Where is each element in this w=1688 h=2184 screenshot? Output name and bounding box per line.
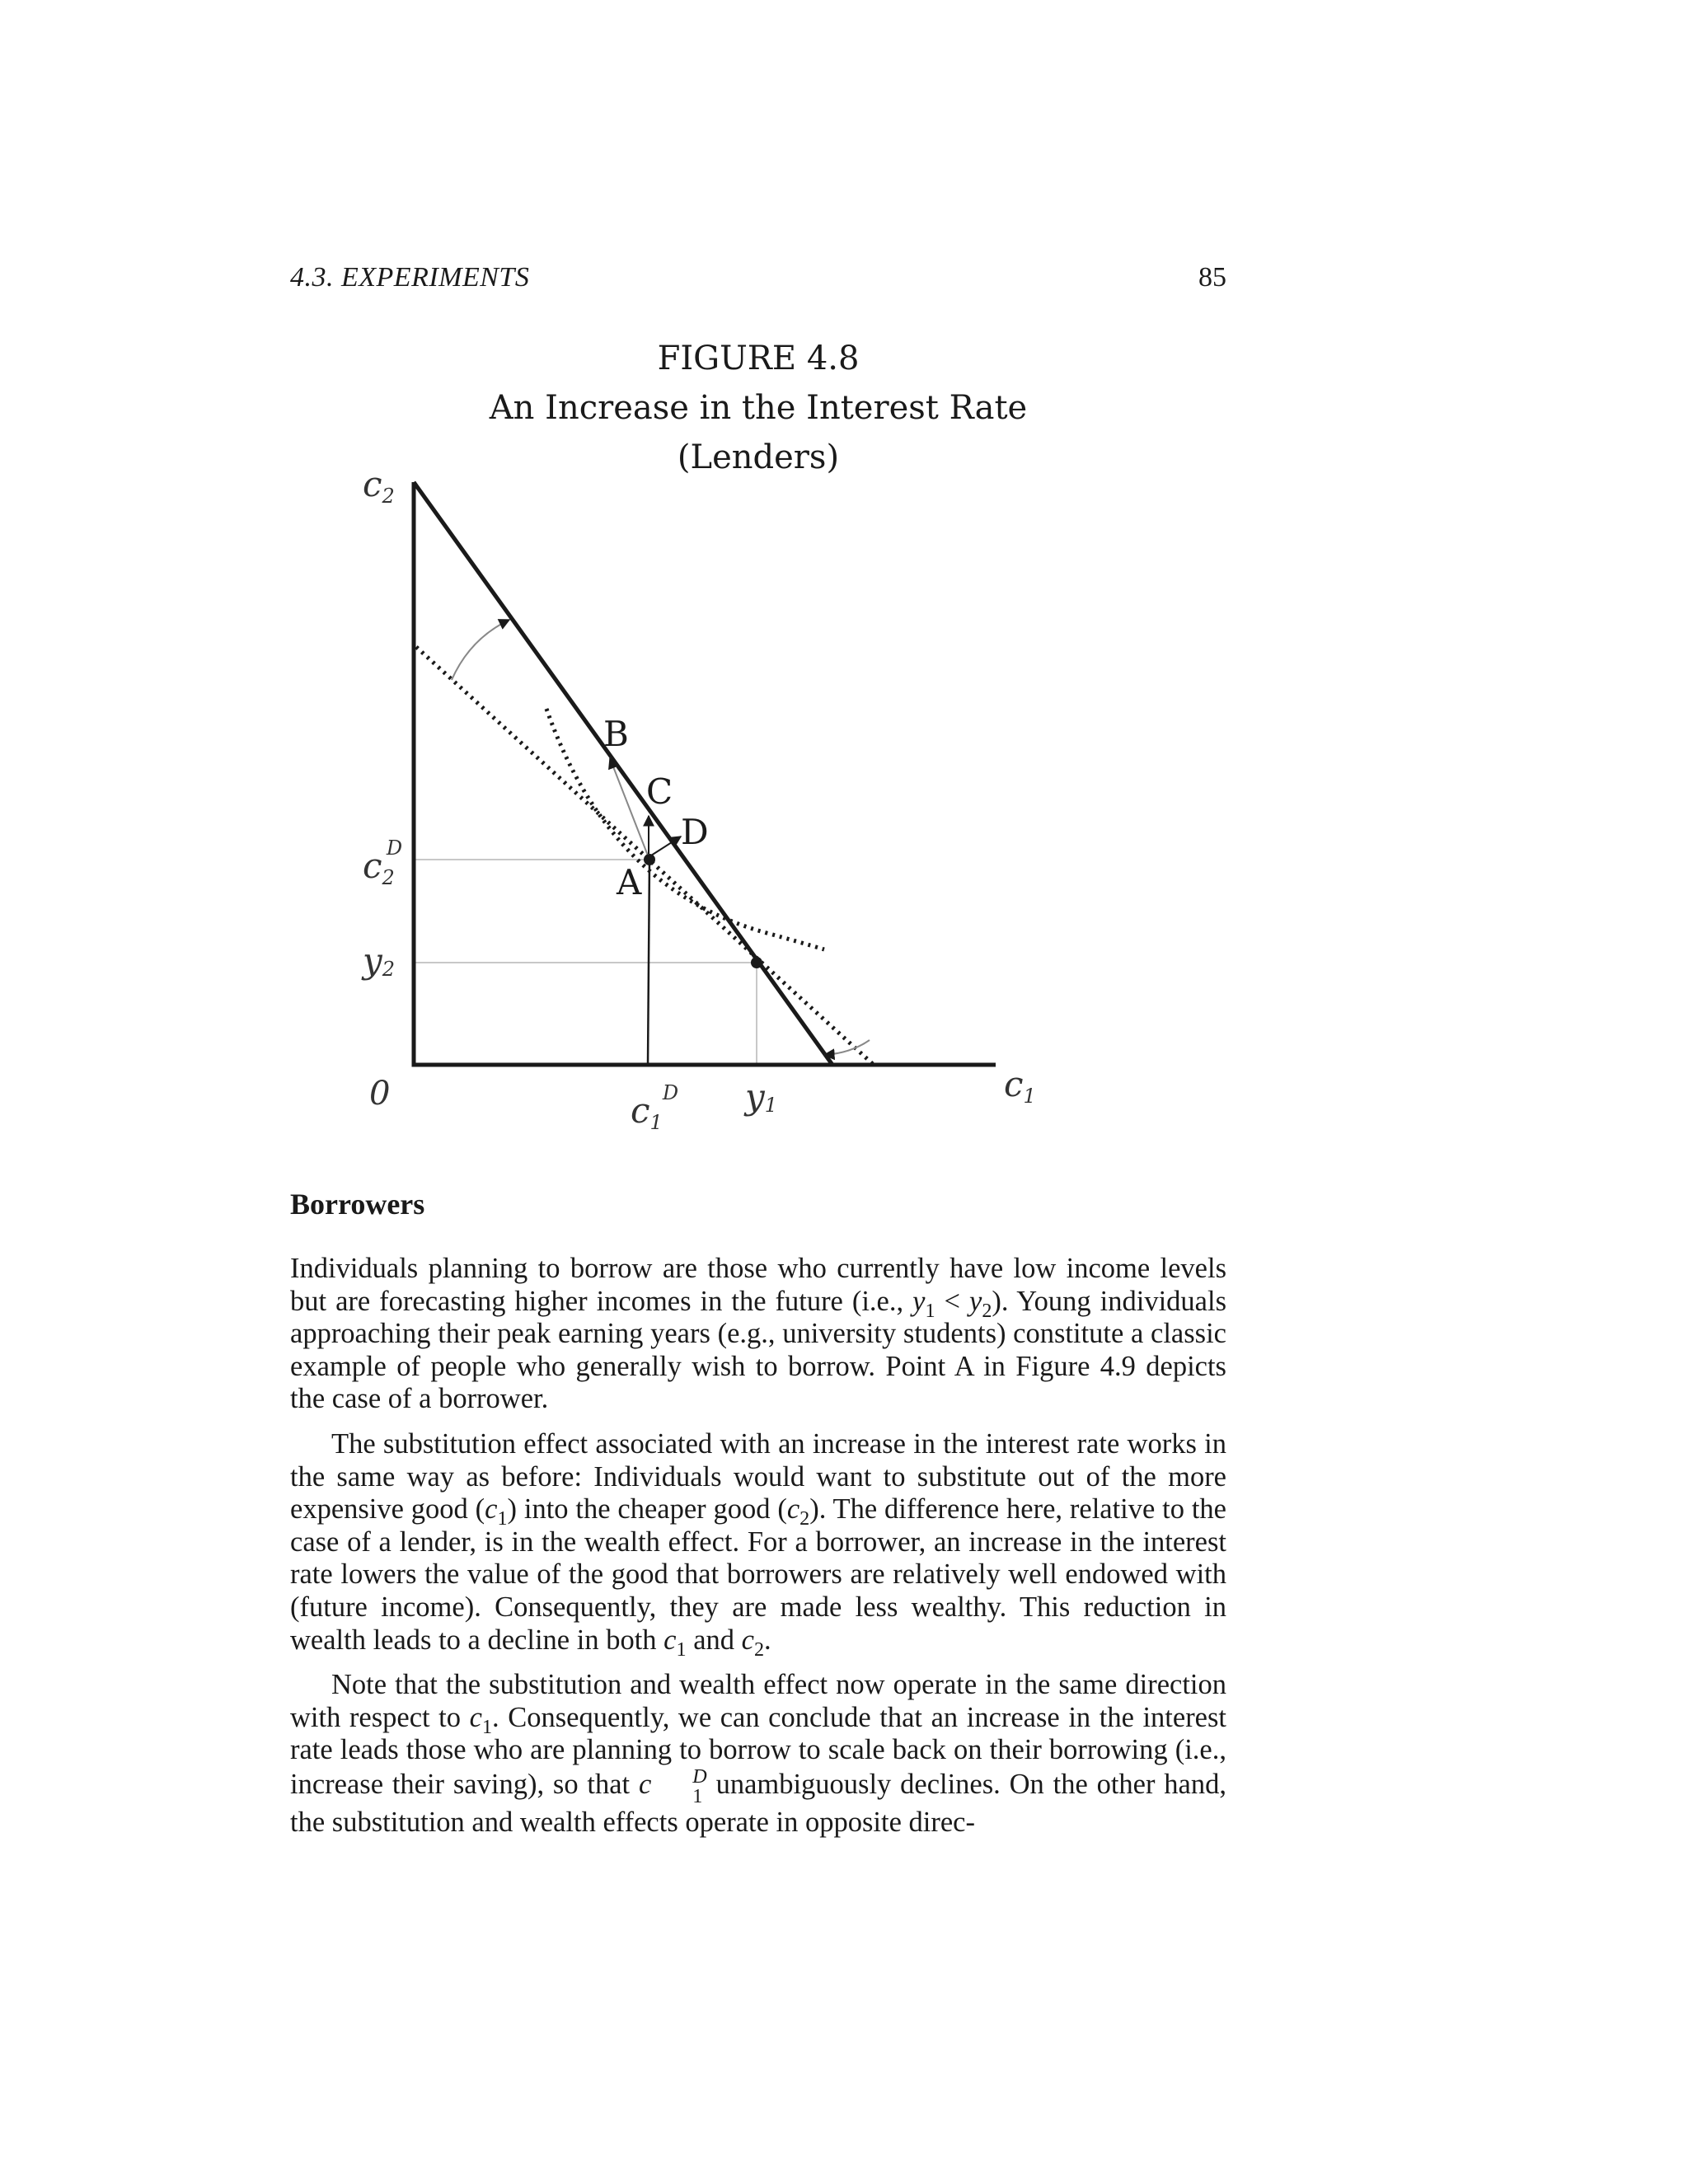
label-y1: y1 [745,1076,778,1117]
label-y-axis: c2 [363,464,395,508]
arrow-a-to-b [610,758,648,855]
point-a-dot [644,854,655,865]
section-title: 4.3. EXPERIMENTS [290,262,530,293]
c1d-drop-line [648,860,649,1065]
rotation-arrow-bottom [824,1040,870,1055]
paragraph-3: Note that the substitution and wealth effect now operate in the same direction with respect to $c_1$. Consequently, we can conclude that an increase in the interest rate leads those who are planning to borrow to scale back on their borrowing (i.e., increase their saving), so that c D 1 unambiguously declines. On the other hand, the substitution and wealth effects operate in opposite direc- [290,1669,1227,1839]
new-budget-line [414,482,832,1065]
label-y2: y2 [363,940,396,981]
page-number: 85 [1198,262,1226,293]
figure-title-line-2: (Lenders) [677,438,840,476]
paragraph-2: The substitution effect associated with an increase in the interest rate works in the same way as before: Individuals would want to substitute out of the more expensive good $(c_1)$ into the cheaper good $(c_2)$. The difference here, relative to the case of a lender, is in the wealth effect. For a borrower, an increase in the interest rate lowers the value of the good that borrowers are relatively well endowed with (future income). Consequently, they are made less wealthy. This reduction in wealth leads to a decline in both $c_1$ and $c_2$. [290,1428,1226,1661]
label-point-c: C [646,771,673,812]
label-point-d: D [681,812,709,852]
original-budget-line [416,647,874,1065]
label-origin: 0 [369,1075,391,1113]
figure-number: FIGURE 4.8 [657,340,860,377]
rotation-arrow-top [452,620,509,680]
section-heading: Borrowers [290,1188,425,1221]
label-x-axis: c1 [1004,1064,1036,1108]
endowment-dot [751,957,762,968]
axes [414,482,996,1065]
label-point-b: B [603,714,629,754]
label-c1d: $c1^D$ [631,1081,679,1134]
label-point-a: A [617,862,642,902]
label-c2d: c2D [363,837,403,889]
paragraph-1: Individuals planning to borrow are those who currently have low income levels but are forecasting higher incomes in the future (i.e., $y_1 < y_2$). Young individuals approaching their peak earning years (e.g., university students) constitute a classic example of people who generally wish to borrow. Point A in Figure 4.9 depicts the case of a borrower. [290,1253,1226,1415]
figure-title-line-1: An Increase in the Interest Rate [489,389,1028,427]
